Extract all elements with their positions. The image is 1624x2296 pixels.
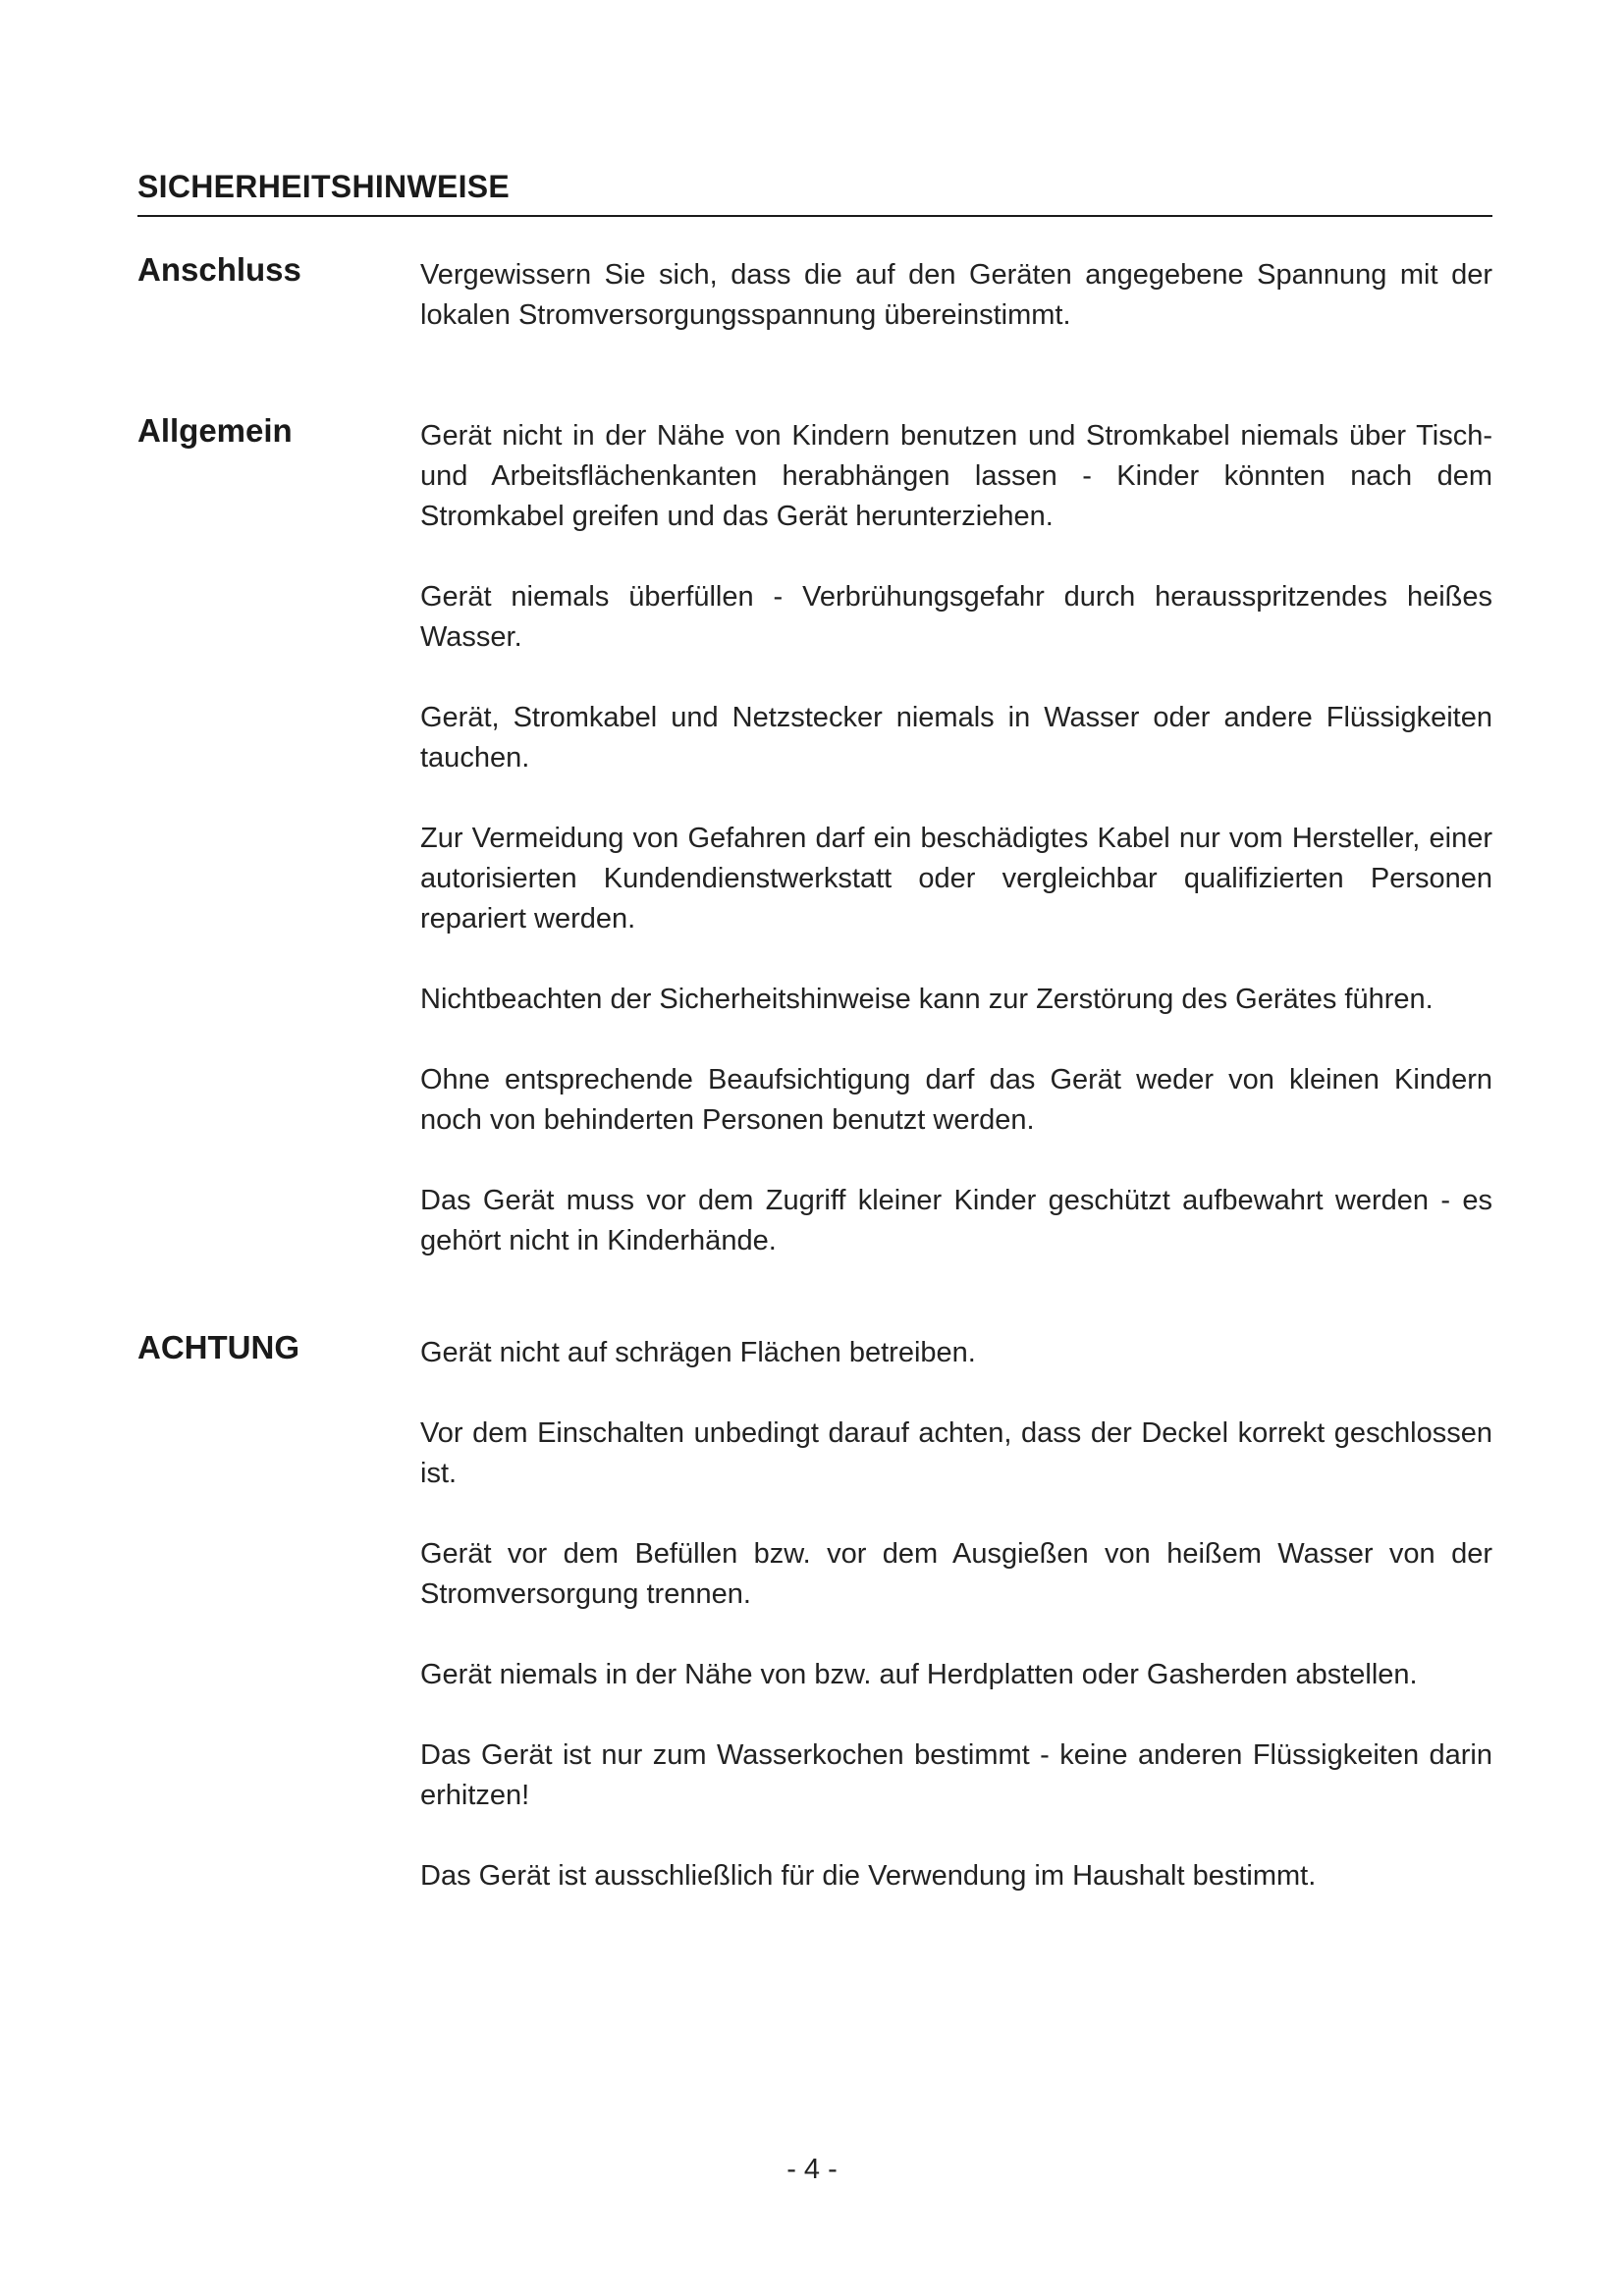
paragraph: Das Gerät ist nur zum Wasserkochen bestimmt - keine anderen Flüssigkeiten darin erhitzen! — [420, 1739, 1492, 1811]
paragraph: Gerät vor dem Befüllen bzw. vor dem Ausgießen von heißem Wasser von der Stromversorgung trennen. — [420, 1538, 1492, 1610]
paragraph: Gerät nicht auf schrägen Flächen betreiben. — [420, 1337, 976, 1368]
section-label: Allgemein — [137, 412, 293, 449]
paragraph: Ohne entsprechende Beaufsichtigung darf das Gerät weder von kleinen Kindern noch von behinderten Personen benutzt werden. — [420, 1064, 1492, 1136]
paragraph: Gerät niemals überfüllen - Verbrühungsgefahr durch herausspritzendes heißes Wasser. — [420, 581, 1492, 653]
page-number: - 4 - — [786, 2154, 838, 2185]
section-label: ACHTUNG — [137, 1329, 299, 1365]
page-title: SICHERHEITSHINWEISE — [137, 169, 511, 204]
paragraph: Gerät niemals in der Nähe von bzw. auf Herdplatten oder Gasherden abstellen. — [420, 1659, 1418, 1690]
section-body — [420, 416, 1492, 1261]
section-body — [420, 1333, 1492, 1896]
paragraph: Vor dem Einschalten unbedingt darauf achten, dass der Deckel korrekt geschlossen ist. — [420, 1417, 1492, 1489]
paragraph: Zur Vermeidung von Gefahren darf ein beschädigtes Kabel nur vom Hersteller, einer autorisierten Kundendienstwerkstatt oder vergleichbar qualifizierten Personen repariert werden. — [420, 823, 1492, 934]
paragraph: Nichtbeachten der Sicherheitshinweise kann zur Zerstörung des Gerätes führen. — [420, 984, 1434, 1015]
section-label: Anschluss — [137, 251, 301, 288]
paragraph: Gerät nicht in der Nähe von Kindern benutzen und Stromkabel niemals über Tisch- und Arbeitsflächenkanten herabhängen lassen - Kinder könnten nach dem Stromkabel greifen und das Gerät herunterziehen. — [420, 420, 1492, 532]
section-body — [420, 255, 1492, 336]
paragraph: Vergewissern Sie sich, dass die auf den Geräten angegebene Spannung mit der lokalen Stromversorgungsspannung übereinstimmt. — [420, 259, 1492, 331]
paragraph: Gerät, Stromkabel und Netzstecker niemals in Wasser oder andere Flüssigkeiten tauchen. — [420, 702, 1492, 774]
paragraph: Das Gerät ist ausschließlich für die Verwendung im Haushalt bestimmt. — [420, 1860, 1317, 1892]
title-divider — [137, 215, 1492, 217]
paragraph: Das Gerät muss vor dem Zugriff kleiner Kinder geschützt aufbewahrt werden - es gehört nicht in Kinderhände. — [420, 1185, 1492, 1256]
